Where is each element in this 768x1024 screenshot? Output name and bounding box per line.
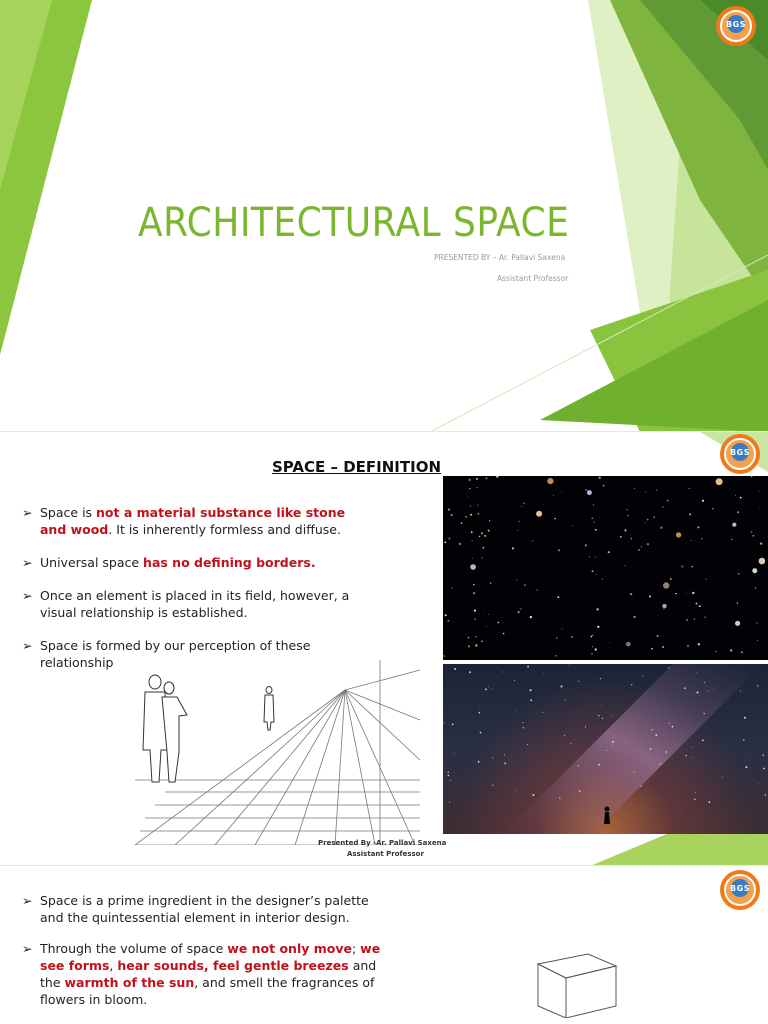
presented-by-text: PRESENTED BY – Ar. Pallavi Saxena (434, 253, 566, 262)
bullet-item (22, 587, 372, 621)
bullet-text: Space is a prime ingredient in the designer’s palette and the quintessential element in interior design. (40, 893, 369, 925)
bullet-item (22, 554, 372, 571)
emphasis-text: we see forms (40, 941, 381, 973)
emphasis-text: hear sounds, feel gentle breezes (117, 958, 349, 973)
college-logo (720, 870, 760, 910)
college-logo (720, 434, 760, 474)
bullet-text: Universal space (40, 555, 144, 570)
bullet-text: ; (351, 941, 361, 956)
deep-space-photo (443, 476, 768, 660)
definition-heading: SPACE – DEFINITION (272, 458, 442, 476)
bullet-text: Once an element is placed in its field, however, a visual relationship is established. (40, 588, 350, 620)
bullet-item (22, 504, 372, 538)
slide-space-ingredient (0, 866, 768, 1024)
bullet-arrow-icon: ➢ (22, 941, 33, 956)
bullet-item (22, 940, 392, 1008)
logo-text: BGS (726, 20, 746, 29)
star-field (443, 476, 768, 660)
credit-role: Assistant Professor (347, 850, 424, 858)
slide-definition (0, 432, 768, 866)
bullet-text: and the (40, 958, 377, 990)
bullet-text: , and smell the fragrances of flowers in bloom. (40, 975, 375, 1007)
milky-way-photo (443, 664, 768, 834)
college-logo (716, 6, 756, 46)
credit-name: Presented By -Ar. Pallavi Saxena (318, 839, 447, 847)
ingredient-bullets (22, 892, 392, 1022)
logo-text: BGS (730, 884, 750, 893)
bullet-text: . It is inherently formless and diffuse. (108, 522, 341, 537)
bullet-arrow-icon: ➢ (22, 638, 33, 653)
silhouette-person (604, 812, 610, 824)
emphasis-text: warmth of the sun (64, 975, 195, 990)
bullet-text: , (109, 958, 118, 973)
bullet-arrow-icon: ➢ (22, 588, 33, 603)
bullet-text: Through the volume of space (40, 941, 228, 956)
emphasis-text: has no defining borders. (143, 555, 316, 570)
emphasis-text: we not only move (227, 941, 352, 956)
slide-title-text: ARCHITECTURAL SPACE (138, 200, 570, 246)
perspective-sketch (135, 660, 435, 845)
bullet-text: Space is formed by our perception of these relationship (40, 638, 311, 670)
role-text: Assistant Professor (497, 274, 569, 283)
box-sketch (530, 944, 622, 1018)
bullet-arrow-icon: ➢ (22, 555, 33, 570)
emphasis-text: not a material substance like stone and wood (40, 505, 346, 537)
bullet-text: Space is (40, 505, 97, 520)
slide-title (0, 0, 768, 432)
logo-text: BGS (730, 448, 750, 457)
bullet-arrow-icon: ➢ (22, 893, 33, 908)
milky-way-band (443, 664, 768, 834)
bullet-arrow-icon: ➢ (22, 505, 33, 520)
bullet-item (22, 892, 392, 926)
